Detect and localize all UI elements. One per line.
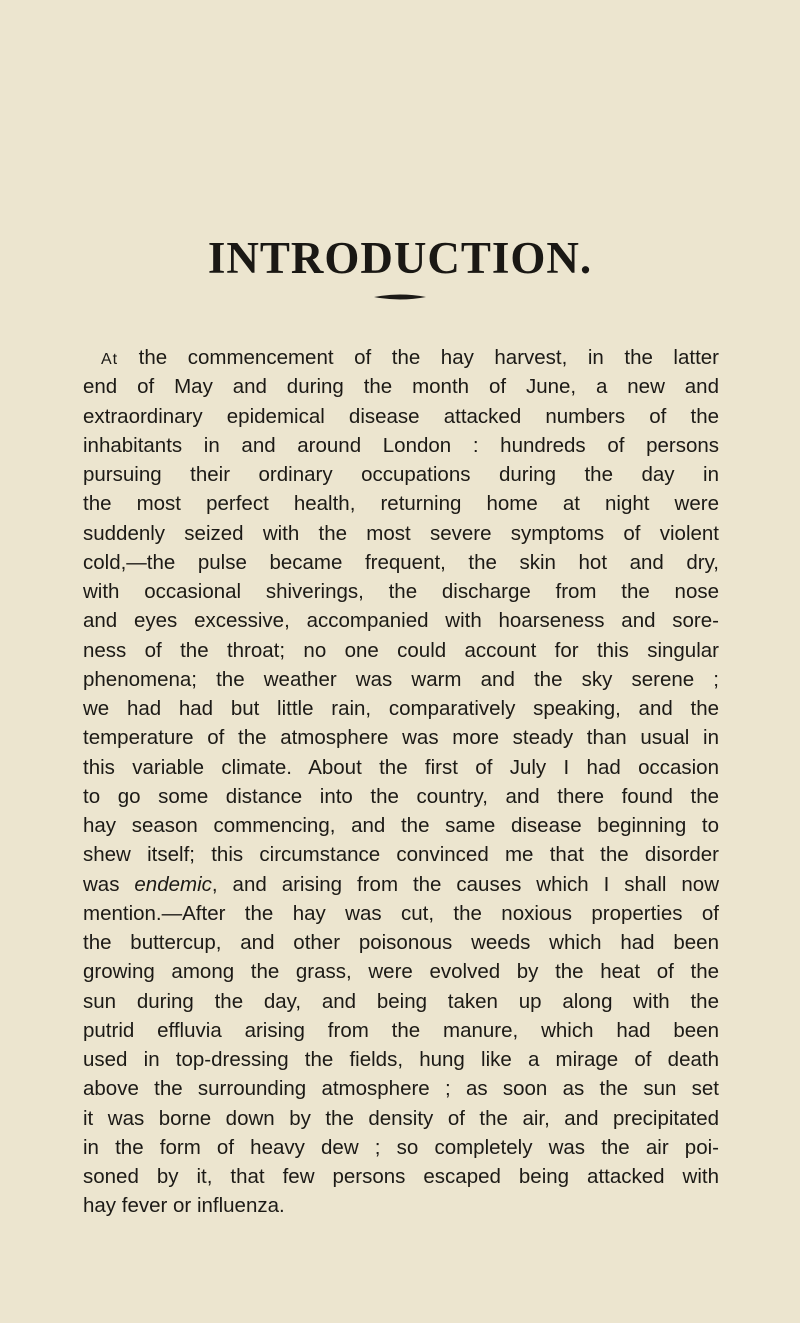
text-line: growing among the grass, were evolved by the heat of the xyxy=(83,960,719,984)
text-line: suddenly seized with the most severe symptoms of violent xyxy=(83,521,719,545)
text-line xyxy=(83,343,719,372)
chapter-title: INTRODUCTION. xyxy=(207,233,593,283)
text-line xyxy=(83,870,719,899)
text-line: this variable climate. About the first of July I had occasion xyxy=(83,755,719,779)
text-line: temperature of the atmosphere was more steady than usual in xyxy=(83,726,719,750)
opening-word: At xyxy=(101,351,119,368)
text-line: pursuing their ordinary occupations during the day in xyxy=(83,463,719,486)
text-line: used in top-dressing the fields, hung like a mirage of death xyxy=(83,1048,719,1071)
ornamental-rule xyxy=(372,293,428,301)
text-line: the buttercup, and other poisonous weeds which had been xyxy=(83,931,719,954)
body-paragraph xyxy=(83,343,719,1221)
text-line: hay season commencing, and the same disease beginning to xyxy=(83,814,719,837)
text-line: we had had but little rain, comparatively speaking, and the xyxy=(83,697,719,720)
line-text: , and arising from the causes which I shall now xyxy=(211,872,719,896)
text-line: ness of the throat; no one could account for this singular xyxy=(83,638,719,662)
text-line: and eyes excessive, accompanied with hoarseness and sore- xyxy=(83,609,719,633)
text-line: the most perfect health, returning home at night were xyxy=(83,492,719,516)
text-line: extraordinary epidemical disease attacked numbers of the xyxy=(83,404,719,428)
text-line: hay fever or influenza. xyxy=(83,1194,285,1218)
line-text: the commencement of the hay harvest, in the latter xyxy=(118,346,719,369)
text-line: with occasional shiverings, the discharge from the nose xyxy=(83,580,719,603)
text-line: putrid effluvia arising from the manure, which had been xyxy=(83,1018,719,1042)
italic-word: endemic xyxy=(134,872,212,896)
line-text: was xyxy=(83,872,135,896)
text-line: cold,—the pulse became frequent, the skin hot and dry, xyxy=(83,550,719,574)
text-line: end of May and during the month of June, a new and xyxy=(83,375,719,399)
text-line: inhabitants in and around London : hundreds of persons xyxy=(83,433,719,457)
text-line: in the form of heavy dew ; so completely was the air poi- xyxy=(83,1135,719,1159)
text-line: sun during the day, and being taken up along with the xyxy=(83,989,719,1013)
text-line: soned by it, that few persons escaped being attacked with xyxy=(83,1165,719,1188)
text-line: it was borne down by the density of the air, and precipitated xyxy=(83,1106,719,1130)
text-line: mention.—After the hay was cut, the noxious properties of xyxy=(83,901,719,925)
text-line: above the surrounding atmosphere ; as soon as the sun set xyxy=(83,1077,719,1101)
text-line: to go some distance into the country, and there found the xyxy=(83,784,719,808)
text-line: phenomena; the weather was warm and the sky serene ; xyxy=(83,667,719,691)
text-line: shew itself; this circumstance convinced me that the disorder xyxy=(83,843,719,867)
